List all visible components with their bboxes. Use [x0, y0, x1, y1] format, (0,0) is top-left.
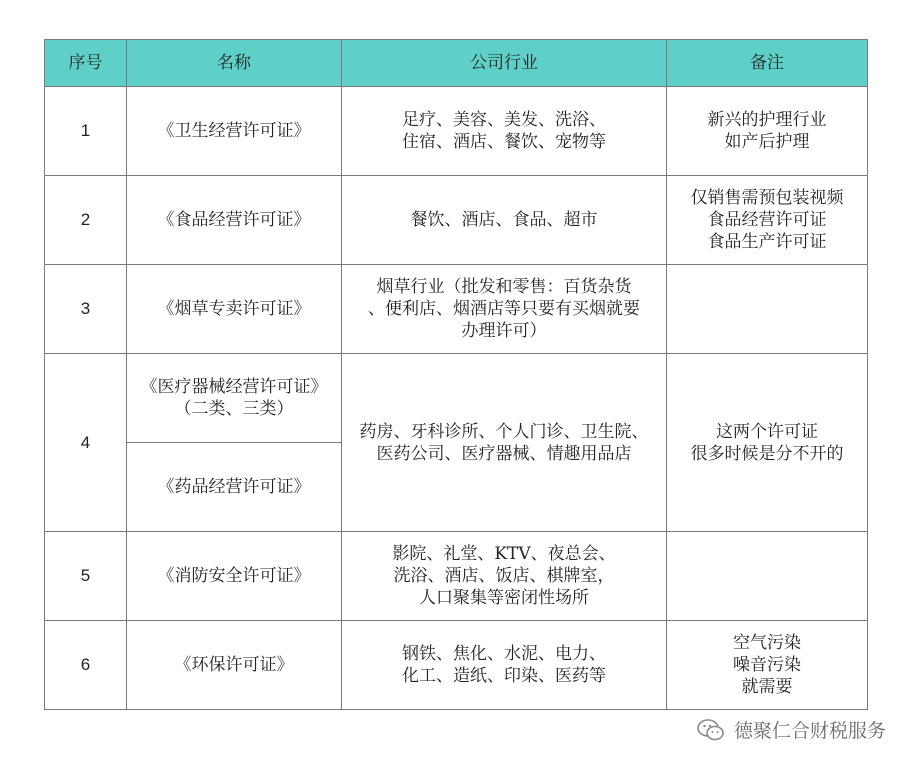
row-note	[667, 265, 868, 354]
table-row	[45, 354, 868, 443]
header-seq: 序号	[45, 40, 127, 87]
industry-line: 烟草行业（批发和零售：百货杂货	[376, 277, 632, 297]
industry-line: 医药公司、医疗器械、情趣用品店	[376, 443, 632, 464]
row-seq: 3	[45, 265, 127, 354]
industry-line: 洗浴、酒店、饭店、棋牌室，	[393, 566, 615, 586]
row-seq: 1	[45, 87, 127, 176]
industry-line: 餐饮、酒店、食品、超市	[410, 210, 598, 230]
row-name: 《食品经营许可证》	[127, 176, 342, 265]
table-row	[45, 532, 868, 621]
row-note	[667, 354, 868, 532]
table-row	[45, 621, 868, 710]
row-industry	[342, 354, 667, 532]
row-seq: 5	[45, 532, 127, 621]
name-line: （二类、三类）	[174, 399, 294, 419]
industry-line: 、便利店、烟酒店等只要有买烟就要	[368, 299, 640, 319]
row-industry	[342, 265, 667, 354]
header-industry: 公司行业	[342, 40, 667, 87]
note-line: 食品生产许可证	[707, 232, 827, 252]
note-line: 空气污染	[733, 633, 801, 653]
row-note	[667, 176, 868, 265]
license-table	[44, 39, 868, 710]
note-line: 仅销售需预包装视频	[690, 188, 844, 208]
industry-line: 影院、礼堂、KTV、夜总会、	[392, 544, 616, 564]
row-seq: 6	[45, 621, 127, 710]
industry-line: 办理许可）	[461, 321, 547, 341]
row-name: 《药品经营许可证》	[127, 443, 342, 532]
row-industry	[342, 532, 667, 621]
row-name: 《卫生经营许可证》	[127, 87, 342, 176]
watermark-text: 德聚仁合财税服务	[733, 720, 886, 742]
row-industry	[342, 176, 667, 265]
industry-line: 足疗、美容、美发、洗浴、	[402, 110, 606, 130]
row-industry	[342, 87, 667, 176]
industry-line: 住宿、酒店、餐饮、宠物等	[402, 132, 606, 152]
table-header-row	[45, 40, 868, 87]
table-row	[45, 176, 868, 265]
row-seq: 2	[45, 176, 127, 265]
row-industry	[342, 621, 667, 710]
row-note	[667, 87, 868, 176]
note-line: 很多时候是分不开的	[690, 443, 844, 464]
row-name: 《烟草专卖许可证》	[127, 265, 342, 354]
industry-line: 钢铁、焦化、水泥、电力、	[402, 644, 606, 664]
header-name: 名称	[127, 40, 342, 87]
row-note	[667, 621, 868, 710]
row-name	[127, 354, 342, 443]
note-line: 食品经营许可证	[707, 210, 827, 230]
industry-line: 人口聚集等密闭性场所	[419, 588, 589, 608]
row-name: 《消防安全许可证》	[127, 532, 342, 621]
row-name: 《环保许可证》	[127, 621, 342, 710]
row-seq: 4	[45, 354, 127, 532]
note-line: 如产后护理	[724, 132, 810, 152]
table-row	[45, 87, 868, 176]
note-line: 噪音污染	[733, 655, 801, 675]
wechat-icon	[696, 717, 726, 743]
note-line: 新兴的护理行业	[707, 110, 827, 130]
watermark	[696, 716, 886, 743]
note-line: 就需要	[741, 677, 793, 697]
note-line: 这两个许可证	[716, 421, 818, 442]
industry-line: 药房、牙科诊所、个人门诊、卫生院、	[359, 421, 649, 442]
name-line: 《医疗器械经营许可证》	[140, 377, 328, 397]
industry-line: 化工、造纸、印染、医药等	[402, 666, 606, 686]
row-note	[667, 532, 868, 621]
header-note: 备注	[667, 40, 868, 87]
table-row	[45, 265, 868, 354]
